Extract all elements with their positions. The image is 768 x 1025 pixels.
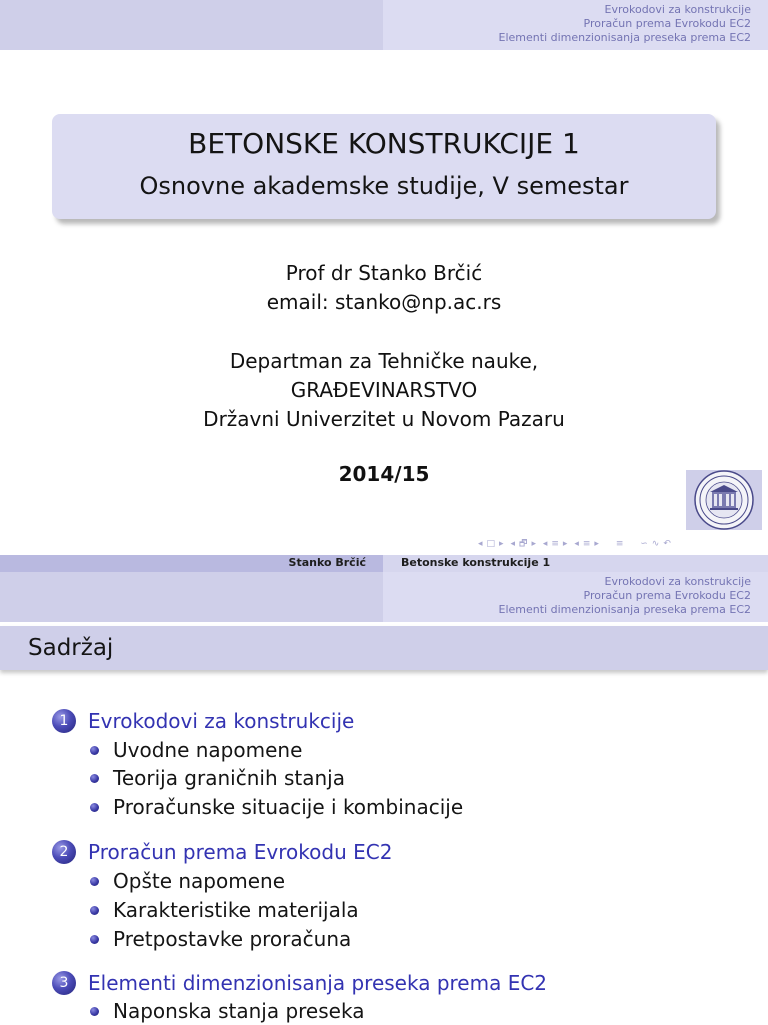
institute-line-3: Državni Univerzitet u Novom Pazaru <box>203 407 565 431</box>
toc-subsection-title[interactable]: Proračunske situacije i kombinacije <box>113 795 464 819</box>
university-seal-logo <box>686 470 762 530</box>
section-number-ball: 3 <box>52 971 76 995</box>
presentation-subtitle: Osnovne akademske studije, V semestar <box>139 172 629 200</box>
header-section-2[interactable]: Proračun prema Evrokodu EC2 <box>583 589 751 602</box>
contents-slide <box>0 555 768 1024</box>
author-email: email: stanko@np.ac.rs <box>266 290 502 314</box>
institute-line-1: Departman za Tehničke nauke, <box>229 349 539 373</box>
header-section-2[interactable]: Proračun prema Evrokodu EC2 <box>583 17 751 30</box>
header-section-3[interactable]: Elementi dimenzionisanja preseka prema EC2 <box>498 31 751 44</box>
footline-left <box>0 555 383 572</box>
title-box <box>52 114 716 219</box>
bullet-icon <box>90 1007 99 1016</box>
bullet-icon <box>90 774 99 783</box>
beamer-navigation-bar[interactable] <box>478 537 766 551</box>
footline-right <box>383 555 768 572</box>
frame-title: Sadržaj <box>28 635 114 661</box>
nav-prev-slide-icon[interactable]: ◂ <box>478 539 483 549</box>
toc-subsection-title[interactable]: Uvodne napomene <box>113 738 303 762</box>
header-bar <box>0 0 768 50</box>
nav-prev-frame-icon[interactable]: ◂ <box>510 539 515 549</box>
nav-section-icon[interactable]: ≡ <box>582 539 591 549</box>
institute-line-2: GRAĐEVINARSTVO <box>290 378 478 402</box>
bullet-icon <box>90 877 99 886</box>
header-section-3[interactable]: Elementi dimenzionisanja preseka prema EC2 <box>498 603 751 616</box>
section-number-ball: 1 <box>52 709 76 733</box>
bullet-icon <box>90 746 99 755</box>
presentation-title: BETONSKE KONSTRUKCIJE 1 <box>188 127 580 160</box>
toc-section-title[interactable]: Elementi dimenzionisanja preseka prema EC2 <box>88 971 548 995</box>
nav-next-frame-icon[interactable]: ▸ <box>531 539 536 549</box>
footline-author: Stanko Brčić <box>288 556 366 569</box>
nav-search-icon[interactable]: ∽ <box>640 539 648 549</box>
nav-toc-icon[interactable]: ≡ <box>615 539 624 549</box>
frame-title-bar <box>0 626 768 670</box>
toc-subsection-title[interactable]: Karakteristike materijala <box>113 898 359 922</box>
header-section-1[interactable]: Evrokodovi za konstrukcije <box>604 3 751 16</box>
bullet-icon <box>90 803 99 812</box>
toc-section-title[interactable]: Proračun prema Evrokodu EC2 <box>88 840 393 864</box>
toc-section-title[interactable]: Evrokodovi za konstrukcije <box>88 709 355 733</box>
nav-slide-icon[interactable]: □ <box>486 539 496 549</box>
nav-next-subsection-icon[interactable]: ▸ <box>562 539 568 549</box>
header-left-panel <box>0 0 383 50</box>
header-bar <box>0 572 768 622</box>
toc-subsection-title[interactable]: Naponska stanja preseka <box>113 999 365 1023</box>
header-left-panel <box>0 572 383 622</box>
footline-bar <box>0 555 768 572</box>
nav-prev-subsection-icon[interactable]: ◂ <box>542 539 548 549</box>
bullet-icon <box>90 935 99 944</box>
toc-subsection-title[interactable]: Opšte napomene <box>113 869 285 893</box>
nav-subsection-icon[interactable]: ≡ <box>551 539 559 549</box>
nav-prev-section-icon[interactable]: ◂ <box>574 539 579 549</box>
toc-subsection-title[interactable]: Pretpostavke proračuna <box>113 927 352 951</box>
footline-title: Betonske konstrukcije 1 <box>401 556 551 569</box>
author-name: Prof dr Stanko Brčić <box>285 261 483 285</box>
section-number-ball: 2 <box>52 840 76 864</box>
nav-zoom-icon[interactable]: ∿ <box>651 539 660 549</box>
presentation-date: 2014/15 <box>338 462 430 486</box>
nav-next-slide-icon[interactable]: ▸ <box>499 539 504 549</box>
bullet-icon <box>90 906 99 915</box>
toc-subsection-title[interactable]: Teorija graničnih stanja <box>113 766 345 790</box>
header-section-1[interactable]: Evrokodovi za konstrukcije <box>604 575 751 588</box>
nav-next-section-icon[interactable]: ▸ <box>594 539 599 549</box>
nav-back-icon[interactable]: ↶ <box>663 539 671 549</box>
nav-frame-icon[interactable]: 🗗 <box>518 539 528 549</box>
